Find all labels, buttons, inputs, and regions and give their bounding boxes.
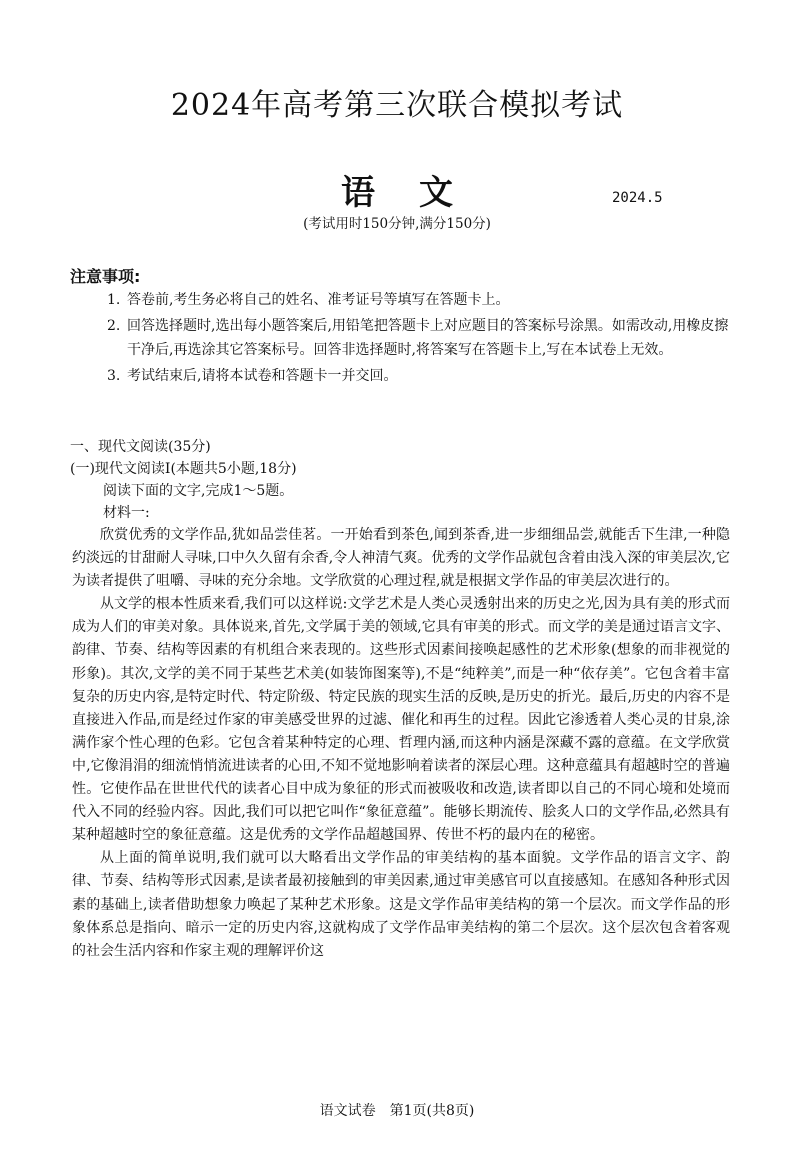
exam-title: 2024年高考第三次联合模拟考试 [170,88,624,123]
notice-number: 3. [107,368,121,384]
page-footer: 语文试卷 第1页(共8页) [319,1103,475,1119]
reading-passage [72,524,730,963]
passage-paragraph: 从上面的简单说明,我们就可以大略看出文学作品的审美结构的基本面貌。文学作品的语言文字、韵律、节奏、结构等形式因素,是读者最初接触到的审美因素,通过审美感官可以直接感知。在感知各种形式因素的基础上,读者借助想象力唤起了某种艺术形象。这是文学作品审美结构的第一个层次。而文学作品的形象体系总是指向、暗示一定的历史内容,这就构成了文学作品审美结构的第二个层次。这个层次包含着客观的社会生活内容和作家主观的理解评价这 [72,850,730,959]
notice-heading: 注意事项: [70,267,141,286]
notice-item [107,364,737,388]
notice-item [107,288,737,312]
exam-date: 2024.5 [612,190,663,206]
reading-instruction: 阅读下面的文字,完成1～5题。 [103,483,294,499]
notice-number: 1. [107,292,121,308]
subject-title: 语文 [341,173,497,213]
notice-list [107,288,737,388]
exam-duration-info: (考试用时150分钟,满分150分) [303,216,491,232]
section-heading: 一、现代文阅读(35分) [70,439,211,455]
passage-paragraph: 欣赏优秀的文学作品,犹如品尝佳茗。一开始看到茶色,闻到茶香,进一步细细品尝,就能舌下生津,一种隐约淡远的甘甜耐人寻味,口中久久留有余香,令人神清气爽。优秀的文学作品就包含着由浅入深的审美层次,它为读者提供了咀嚼、寻味的充分余地。文学欣赏的心理过程,就是根据文学作品的审美层次进行的。 [72,527,730,590]
notice-text: 回答选择题时,选出每小题答案后,用铅笔把答题卡上对应题目的答案标号涂黑。如需改动,用橡皮擦干净后,再选涂其它答案标号。回答非选择题时,将答案写在答题卡上,写在本试卷上无效。 [127,318,729,358]
notice-text: 考试结束后,请将本试卷和答题卡一并交回。 [127,368,398,384]
material-label: 材料一: [103,505,150,521]
notice-number: 2. [107,318,121,334]
passage-paragraph: 从文学的根本性质来看,我们可以这样说:文学艺术是人类心灵透射出来的历史之光,因为具有美的形式而成为人们的审美对象。具体说来,首先,文学属于美的领域,它具有审美的形式。而文学的美是通过语言文字、韵律、节奏、结构等因素的有机组合来表现的。这些形式因素间接唤起感性的艺术形象(想象的而非视觉的形象)。其次,文学的美不同于某些艺术美(如装饰图案等),不是“纯粹美”,而是一种“依存美”。它包含着丰富复杂的历史内容,是特定时代、特定阶级、特定民族的现实生活的反映,是历史的折光。最后,历史的内容不是直接进入作品,而是经过作家的审美感受世界的过滤、催化和再生的过程。因此它渗透着人类心灵的甘泉,涂满作家个性心理的色彩。它包含着某种特定的心理、哲理内涵,而这种内涵是深藏不露的意蕴。在文学欣赏中,它像涓涓的细流悄悄流进读者的心田,不知不觉地影响着读者的深层心理。这种意蕴具有超越时空的普遍性。它使作品在世世代代的读者心目中成为象征的形式而被吸收和改造,读者即以自己的不同心境和处境而代入不同的经验内容。因此,我们可以把它叫作“象征意蕴”。能够长期流传、脍炙人口的文学作品,必然具有某种超越时空的象征意蕴。这是优秀的文学作品超越国界、传世不朽的最内在的秘密。 [72,596,730,844]
subsection-heading: (一)现代文阅读Ⅰ(本题共5小题,18分) [70,461,297,477]
notice-text: 答卷前,考生务必将自己的姓名、准考证号等填写在答题卡上。 [127,292,510,308]
notice-item [107,314,737,362]
